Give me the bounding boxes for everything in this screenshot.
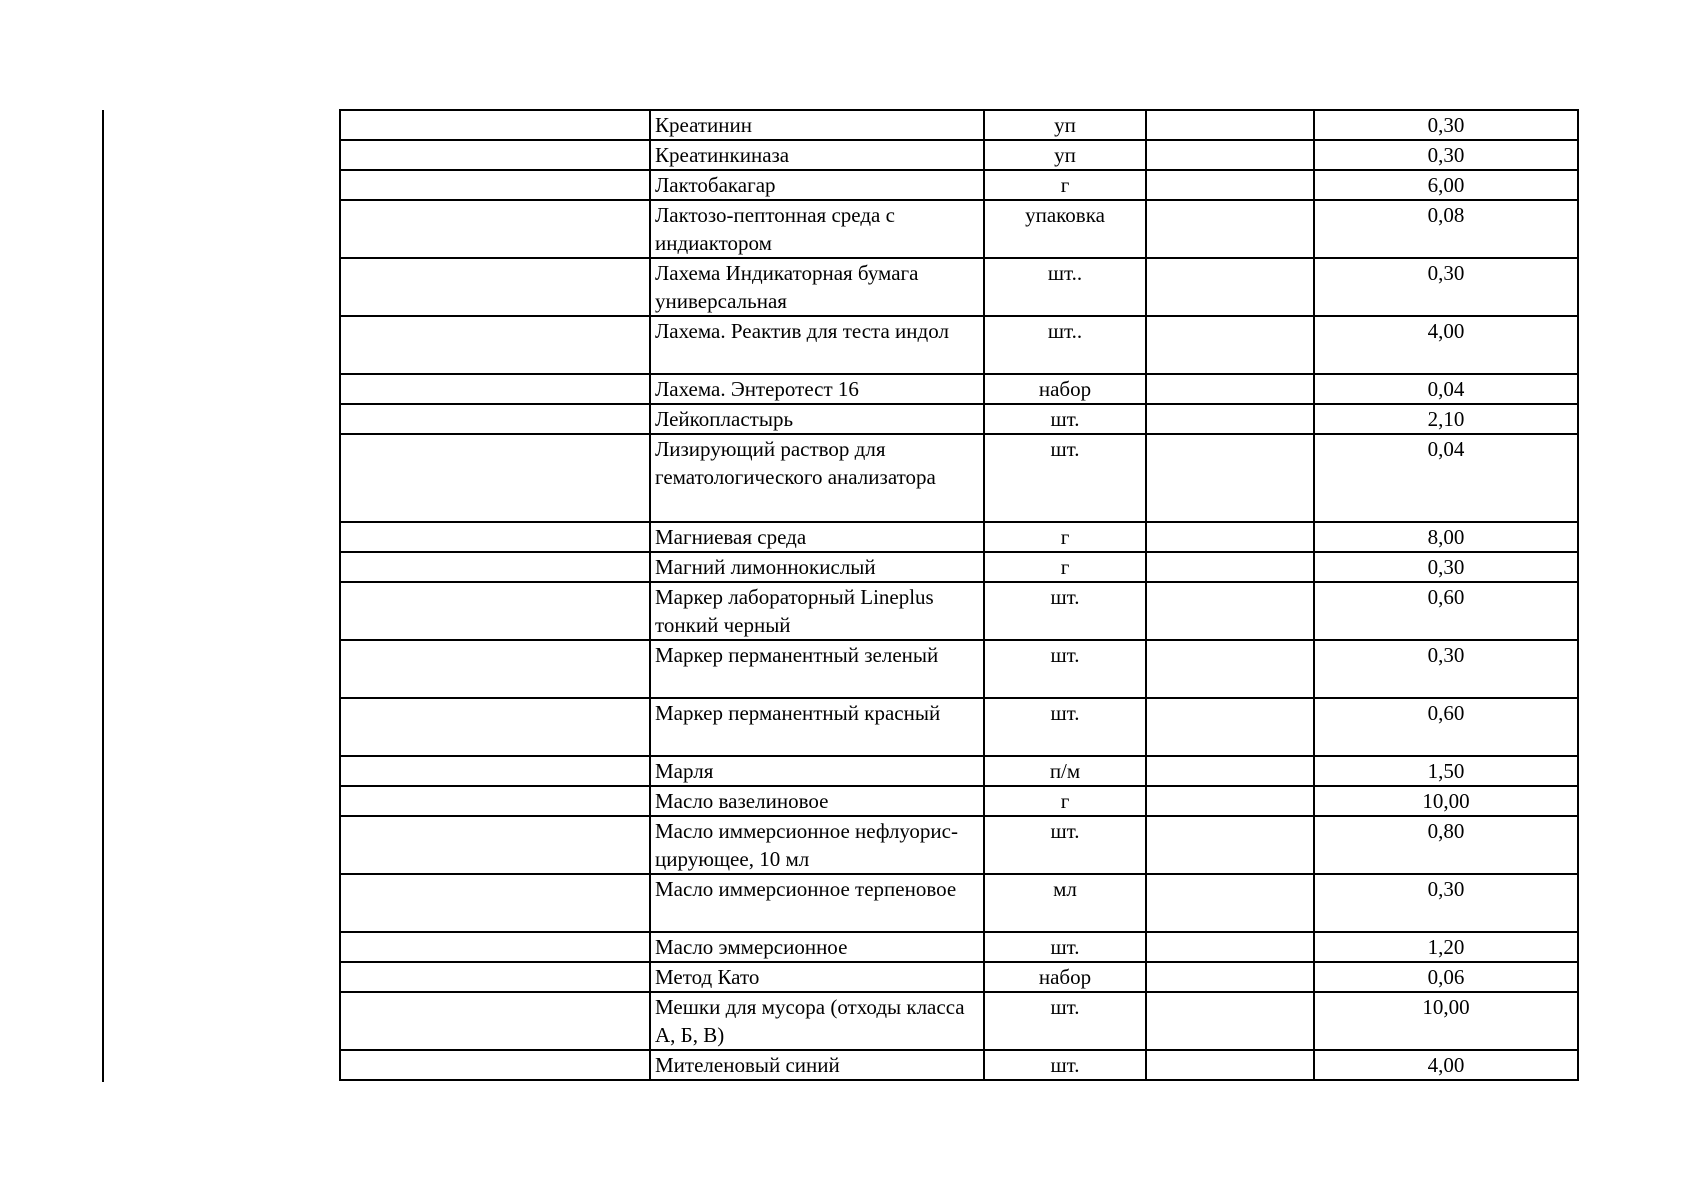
empty-cell xyxy=(1146,258,1314,316)
empty-cell xyxy=(1146,200,1314,258)
table-row xyxy=(340,404,1578,434)
unit-cell: шт. xyxy=(984,582,1146,640)
unit-cell: п/м xyxy=(984,756,1146,786)
empty-cell xyxy=(340,1050,650,1080)
unit-cell: шт. xyxy=(984,434,1146,522)
empty-cell xyxy=(340,816,650,874)
unit-cell: упаковка xyxy=(984,200,1146,258)
empty-cell xyxy=(340,640,650,698)
table-row xyxy=(340,552,1578,582)
empty-cell xyxy=(1146,582,1314,640)
empty-cell xyxy=(1146,1050,1314,1080)
item-name-cell: Масло иммерсионное терпеновое xyxy=(650,874,984,932)
unit-cell: шт. xyxy=(984,698,1146,756)
item-name-cell: Масло вазелиновое xyxy=(650,786,984,816)
quantity-cell: 1,20 xyxy=(1314,932,1578,962)
left-margin-rule xyxy=(102,110,104,1082)
empty-cell xyxy=(340,582,650,640)
table-row xyxy=(340,374,1578,404)
empty-cell xyxy=(1146,552,1314,582)
empty-cell xyxy=(1146,316,1314,374)
table-row xyxy=(340,200,1578,258)
empty-cell xyxy=(1146,110,1314,140)
item-name-cell: Лизирующий раствор для гематологического анализатора xyxy=(650,434,984,522)
item-name-cell: Креатинкиназа xyxy=(650,140,984,170)
unit-cell: г xyxy=(984,552,1146,582)
empty-cell xyxy=(1146,786,1314,816)
table-row xyxy=(340,962,1578,992)
item-name-cell: Магний лимоннокислый xyxy=(650,552,984,582)
unit-cell: мл xyxy=(984,874,1146,932)
table-row xyxy=(340,258,1578,316)
empty-cell xyxy=(340,404,650,434)
empty-cell xyxy=(340,170,650,200)
quantity-cell: 8,00 xyxy=(1314,522,1578,552)
empty-cell xyxy=(1146,170,1314,200)
unit-cell: шт.. xyxy=(984,258,1146,316)
supplies-table xyxy=(339,109,1579,1081)
unit-cell: шт. xyxy=(984,1050,1146,1080)
item-name-cell: Магниевая среда xyxy=(650,522,984,552)
item-name-cell: Лахема. Реактив для теста индол xyxy=(650,316,984,374)
empty-cell xyxy=(1146,992,1314,1050)
quantity-cell: 0,30 xyxy=(1314,874,1578,932)
empty-cell xyxy=(1146,434,1314,522)
item-name-cell: Метод Като xyxy=(650,962,984,992)
item-name-cell: Масло иммерсионное нефлуорис-цирующее, 10 мл xyxy=(650,816,984,874)
table-row xyxy=(340,170,1578,200)
empty-cell xyxy=(1146,140,1314,170)
unit-cell: г xyxy=(984,522,1146,552)
table-row xyxy=(340,110,1578,140)
table-row xyxy=(340,816,1578,874)
empty-cell xyxy=(340,316,650,374)
empty-cell xyxy=(340,786,650,816)
unit-cell: г xyxy=(984,786,1146,816)
empty-cell xyxy=(1146,932,1314,962)
quantity-cell: 0,06 xyxy=(1314,962,1578,992)
quantity-cell: 0,08 xyxy=(1314,200,1578,258)
item-name-cell: Лейкопластырь xyxy=(650,404,984,434)
quantity-cell: 10,00 xyxy=(1314,786,1578,816)
empty-cell xyxy=(1146,404,1314,434)
unit-cell: уп xyxy=(984,140,1146,170)
item-name-cell: Маркер перманентный зеленый xyxy=(650,640,984,698)
quantity-cell: 0,80 xyxy=(1314,816,1578,874)
table-row xyxy=(340,756,1578,786)
empty-cell xyxy=(1146,698,1314,756)
quantity-cell: 0,04 xyxy=(1314,434,1578,522)
empty-cell xyxy=(1146,522,1314,552)
empty-cell xyxy=(340,962,650,992)
item-name-cell: Маркер лабораторный Lineplus тонкий черный xyxy=(650,582,984,640)
item-name-cell: Лактозо-пептонная среда с индиактором xyxy=(650,200,984,258)
item-name-cell: Лактобакагар xyxy=(650,170,984,200)
quantity-cell: 0,30 xyxy=(1314,110,1578,140)
table-row xyxy=(340,140,1578,170)
unit-cell: уп xyxy=(984,110,1146,140)
table-row xyxy=(340,992,1578,1050)
empty-cell xyxy=(340,874,650,932)
quantity-cell: 2,10 xyxy=(1314,404,1578,434)
table-row xyxy=(340,434,1578,522)
empty-cell xyxy=(340,434,650,522)
empty-cell xyxy=(340,200,650,258)
table-row xyxy=(340,786,1578,816)
empty-cell xyxy=(1146,962,1314,992)
empty-cell xyxy=(340,932,650,962)
item-name-cell: Марля xyxy=(650,756,984,786)
quantity-cell: 4,00 xyxy=(1314,316,1578,374)
quantity-cell: 0,60 xyxy=(1314,698,1578,756)
table-row xyxy=(340,874,1578,932)
quantity-cell: 0,30 xyxy=(1314,640,1578,698)
unit-cell: шт. xyxy=(984,640,1146,698)
table-row xyxy=(340,316,1578,374)
item-name-cell: Маркер перманентный красный xyxy=(650,698,984,756)
item-name-cell: Мителеновый синий xyxy=(650,1050,984,1080)
quantity-cell: 0,04 xyxy=(1314,374,1578,404)
empty-cell xyxy=(340,110,650,140)
item-name-cell: Креатинин xyxy=(650,110,984,140)
empty-cell xyxy=(1146,874,1314,932)
empty-cell xyxy=(1146,756,1314,786)
item-name-cell: Лахема Индикаторная бумага универсальная xyxy=(650,258,984,316)
table-row xyxy=(340,698,1578,756)
empty-cell xyxy=(1146,816,1314,874)
unit-cell: шт. xyxy=(984,932,1146,962)
empty-cell xyxy=(340,258,650,316)
empty-cell xyxy=(340,756,650,786)
empty-cell xyxy=(340,992,650,1050)
unit-cell: г xyxy=(984,170,1146,200)
table-row xyxy=(340,932,1578,962)
unit-cell: набор xyxy=(984,374,1146,404)
empty-cell xyxy=(1146,640,1314,698)
unit-cell: набор xyxy=(984,962,1146,992)
empty-cell xyxy=(340,552,650,582)
quantity-cell: 6,00 xyxy=(1314,170,1578,200)
unit-cell: шт. xyxy=(984,992,1146,1050)
item-name-cell: Масло эммерсионное xyxy=(650,932,984,962)
table-row xyxy=(340,582,1578,640)
item-name-cell: Мешки для мусора (отходы класса А, Б, В) xyxy=(650,992,984,1050)
unit-cell: шт. xyxy=(984,816,1146,874)
unit-cell: шт. xyxy=(984,404,1146,434)
item-name-cell: Лахема. Энтеротест 16 xyxy=(650,374,984,404)
empty-cell xyxy=(340,698,650,756)
table-row xyxy=(340,522,1578,552)
table-row xyxy=(340,640,1578,698)
quantity-cell: 0,60 xyxy=(1314,582,1578,640)
empty-cell xyxy=(1146,374,1314,404)
empty-cell xyxy=(340,374,650,404)
quantity-cell: 0,30 xyxy=(1314,258,1578,316)
quantity-cell: 0,30 xyxy=(1314,140,1578,170)
empty-cell xyxy=(340,140,650,170)
quantity-cell: 0,30 xyxy=(1314,552,1578,582)
table-row xyxy=(340,1050,1578,1080)
empty-cell xyxy=(340,522,650,552)
unit-cell: шт.. xyxy=(984,316,1146,374)
quantity-cell: 10,00 xyxy=(1314,992,1578,1050)
quantity-cell: 4,00 xyxy=(1314,1050,1578,1080)
quantity-cell: 1,50 xyxy=(1314,756,1578,786)
